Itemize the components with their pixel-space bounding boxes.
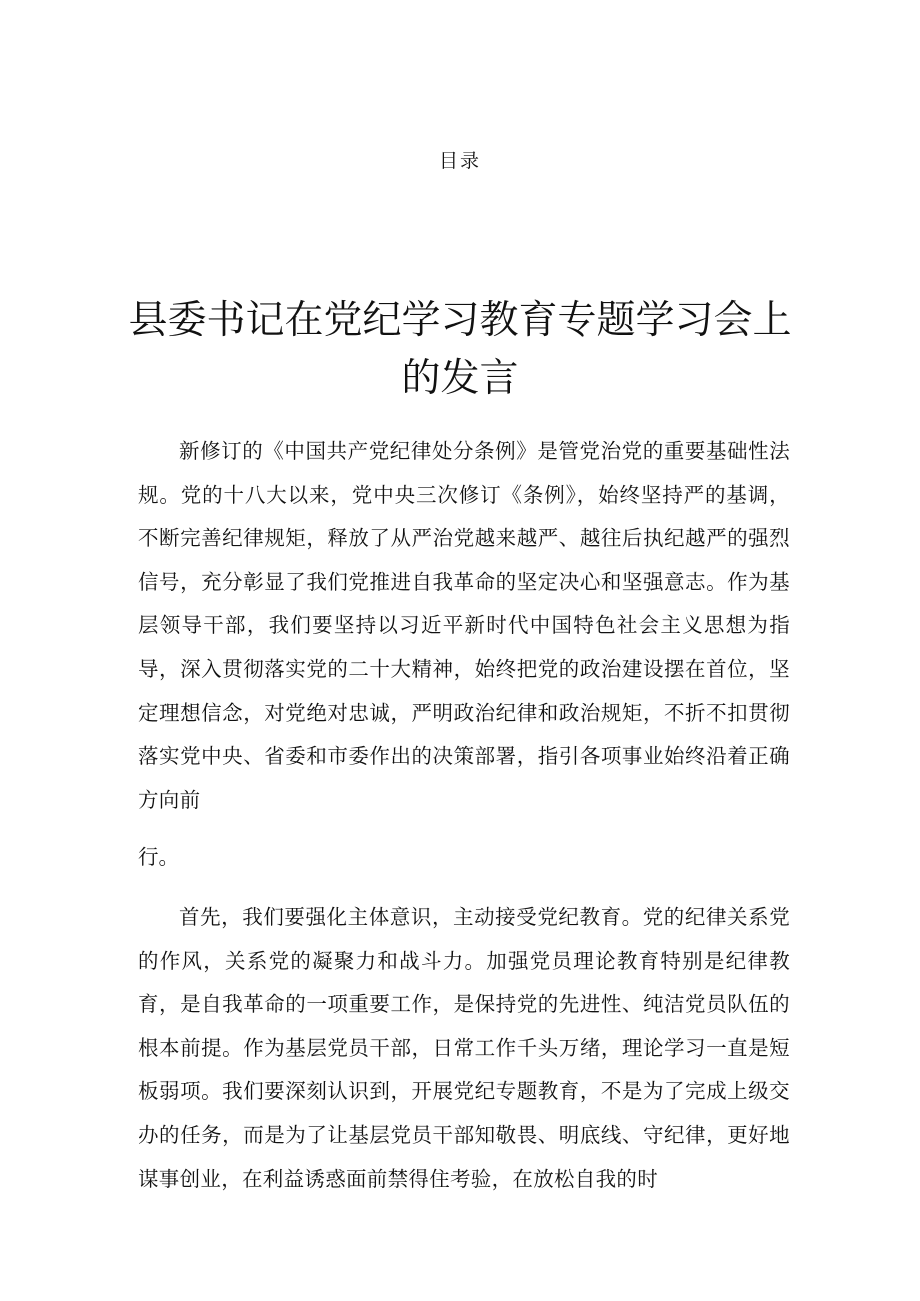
document-title: 县委书记在党纪学习教育专题学习会上的发言 — [128, 298, 792, 401]
body-paragraph-1: 新修订的《中国共产党纪律处分条例》是管党治党的重要基础性法规。党的十八大以来，党中央三次修订《条例》，始终坚持严的基调，不断完善纪律规矩，释放了从严治党越来越严、越往后执纪越严的强烈信号，充分彰显了我们党推进自我革命的坚定决心和坚强意志。作为基层领导干部，我们要坚持以习近平新时代中国特色社会主义思想为指导，深入贯彻落实党的二十大精神，始终把党的政治建设摆在首位，坚定理想信念，对党绝对忠诚，严明政治纪律和政治规矩，不折不扣贯彻落实党中央、省委和市委作出的决策部署，指引各项事业始终沿着正确方向前 — [138, 439, 790, 812]
toc-heading: 目录 — [438, 150, 481, 172]
paragraph-continuation: 行。 — [138, 845, 179, 869]
body-paragraph-2: 首先，我们要强化主体意识，主动接受党纪教育。党的纪律关系党的作风，关系党的凝聚力和战斗力。加强党员理论教育特别是纪律教育，是自我革命的一项重要工作，是保持党的先进性、纯洁党员队伍的根本前提。作为基层党员干部，日常工作千头万绪，理论学习一直是短板弱项。我们要深刻认识到，开展党纪专题教育，不是为了完成上级交办的任务，而是为了让基层党员干部知敬畏、明底线、守纪律，更好地谋事创业，在利益诱惑面前禁得住考验，在放松自我的时 — [138, 905, 790, 1191]
